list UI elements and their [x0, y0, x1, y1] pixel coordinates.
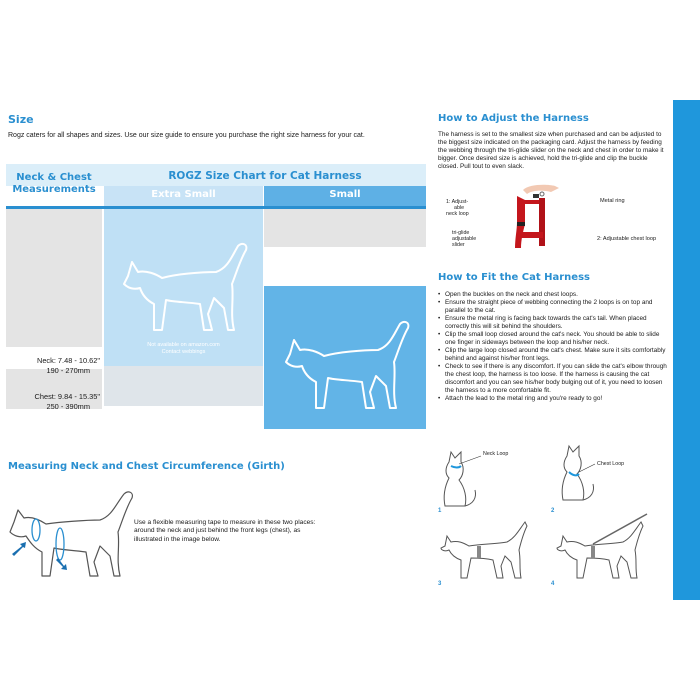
fig-number-1: 1 [438, 508, 442, 514]
adjust-heading: How to Adjust the Harness [438, 113, 589, 124]
col-small: Small [329, 189, 361, 200]
measuring-heading: Measuring Neck and Chest Circumference (Girth) [8, 461, 285, 472]
cat-xs-icon [116, 238, 256, 338]
fig-number-4: 4 [551, 581, 555, 587]
fit-step: • Open the buckles on the neck and chest loops. [438, 291, 668, 299]
neck-measure: Neck: 7.48 - 10.62" [36, 356, 100, 365]
neck-mm: 190 - 270mm [46, 366, 90, 375]
fit-step: • Check to see if there is any discomfort. If you can slide the cat's elbow through the chest loop, the harness is too loose. If the harness is causing the cat discomfort and you can see his/her body bulging out of it, you need to loosen the harness to a more comfortable fit. [438, 363, 668, 395]
fit-step: • Ensure the metal ring is facing back towards the cat's tail. When placed correctly this will sit behind the shoulders. [438, 315, 668, 331]
watermark-line-2: Contact webbings [161, 349, 206, 355]
neck-chest-header: Neck & Chest Measurements [12, 172, 96, 195]
watermark-line-1: Not available on amazon.com [147, 342, 220, 348]
size-heading: Size [8, 113, 34, 126]
size-intro: Rogz caters for all shapes and sizes. Use our size guide to ensure you purchase the right size harness for your cat. [8, 132, 365, 139]
fig-number-3: 3 [438, 581, 442, 587]
measuring-text: Use a flexible measuring tape to measure in these two places: around the neck and just behind the front legs (chest), as illustrated in the image below. [134, 519, 316, 543]
fit-heading: How to Fit the Cat Harness [438, 272, 590, 283]
fit-steps [438, 291, 668, 403]
cat-measure-icon [4, 484, 144, 584]
fit-step: • Attach the lead to the metal ring and you're ready to go! [438, 395, 668, 403]
side-tab [673, 100, 700, 600]
cat-small-icon [278, 316, 418, 416]
fig-number-2: 2 [551, 508, 555, 514]
harness-image [495, 182, 605, 254]
fit-step: • Clip the small loop closed around the cat's neck. You should be able to slide one finger in sideways between the loop and his/her neck. [438, 331, 668, 347]
chest-measure: Chest: 9.84 - 15.35" [34, 392, 100, 401]
fit-step: • Ensure the straight piece of webbing connecting the 2 loops is on top and parallel to the cat. [438, 299, 668, 315]
label-neck-loop-fig: Neck Loop [483, 451, 509, 457]
fit-figures [437, 442, 667, 592]
label-chest-loop: 2: Adjustable chest loop [597, 236, 657, 242]
fit-step: • Clip the large loop closed around the cat's chest. Make sure it sits comfortably behind and against his/her front legs. [438, 347, 668, 363]
label-metal-ring: Metal ring [600, 198, 625, 204]
label-tri-glide: tri-glide adjustable slider [452, 230, 477, 248]
label-chest-loop-fig: Chest Loop [597, 461, 625, 467]
size-chart [6, 164, 426, 432]
label-neck-loop: 1: Adjust- able neck loop [446, 199, 469, 217]
chest-mm: 250 - 390mm [46, 402, 90, 411]
chart-title: ROGZ Size Chart for Cat Harness [168, 170, 362, 182]
adjust-text: The harness is set to the smallest size when purchased and can be adjusted to the biggest size indicated on the packaging card. Adjust the harness by feeding the webbing through the tri-glide slider on the neck and chest in order to make it bigger. Once desired size is achieved, hold the tri-glide and clip the buckle closed. Pull tout to even slack. [438, 131, 664, 170]
col-extra-small: Extra Small [151, 189, 216, 200]
